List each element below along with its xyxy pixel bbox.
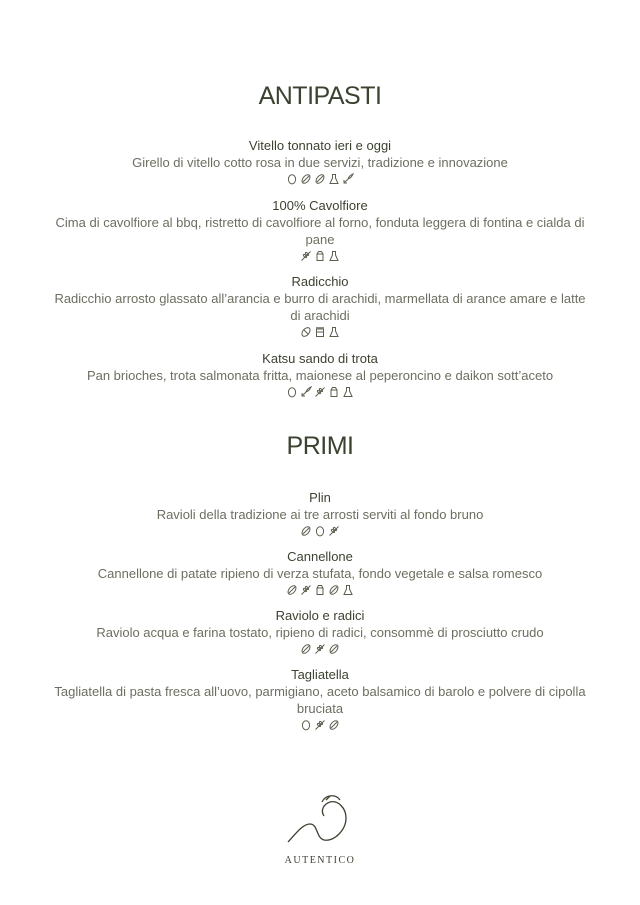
egg-icon bbox=[300, 719, 312, 731]
allergen-icons bbox=[50, 326, 590, 339]
dish-name: Raviolo e radici bbox=[275, 608, 365, 623]
section-title-primi: PRIMI bbox=[286, 432, 354, 460]
dish-radicchio bbox=[50, 274, 590, 339]
dish-katsu-sando bbox=[50, 351, 590, 399]
milk-icon bbox=[328, 386, 340, 398]
dish-name: Tagliatella bbox=[291, 667, 349, 682]
fish-icon bbox=[300, 386, 312, 398]
logo-text: AUTENTICO bbox=[284, 855, 356, 866]
wheat-icon bbox=[314, 719, 326, 731]
allergen-icons bbox=[50, 173, 590, 186]
wheat-icon bbox=[314, 386, 326, 398]
wheat-icon bbox=[300, 584, 312, 596]
fish-icon bbox=[342, 173, 354, 185]
allergen-icons bbox=[50, 584, 590, 597]
dish-name: Katsu sando di trota bbox=[262, 351, 378, 366]
dish-description: Girello di vitello cotto rosa in due servizi, tradizione e innovazione bbox=[132, 155, 508, 170]
milk-icon bbox=[314, 250, 326, 262]
wheat-icon bbox=[314, 643, 326, 655]
gluten-icon bbox=[328, 584, 340, 596]
dish-cannellone bbox=[50, 549, 590, 597]
dish-name: Cannellone bbox=[287, 549, 353, 564]
dish-name: Radicchio bbox=[291, 274, 349, 289]
logo-icon bbox=[280, 790, 360, 850]
dish-name: Plin bbox=[309, 490, 331, 505]
gluten-icon bbox=[286, 584, 298, 596]
egg-icon bbox=[314, 525, 326, 537]
gluten-icon bbox=[300, 173, 312, 185]
lactose-icon bbox=[342, 584, 354, 596]
dish-name: Vitello tonnato ieri e oggi bbox=[248, 138, 392, 153]
dish-description: Cannellone di patate ripieno di verza stufata, fondo vegetale e salsa romesco bbox=[97, 566, 543, 581]
dish-description: Radicchio arrosto glassato all’arancia e burro di arachidi, marmellata di arance amare e latte di arachidi bbox=[54, 291, 586, 323]
dish-description: Cima di cavolfiore al bbq, ristretto di cavolfiore al forno, fonduta leggera di fontina e cialda di pane bbox=[55, 215, 585, 247]
dish-cavolfiore bbox=[50, 198, 590, 263]
wheat-icon bbox=[328, 525, 340, 537]
dish-description: Ravioli della tradizione ai tre arrosti serviti al fondo bruno bbox=[156, 507, 484, 522]
lactose-icon bbox=[328, 173, 340, 185]
jar-icon bbox=[314, 326, 326, 338]
dish-tagliatella bbox=[50, 667, 590, 732]
dish-raviolo-radici bbox=[50, 608, 590, 656]
dish-plin bbox=[50, 490, 590, 538]
egg-icon bbox=[286, 173, 298, 185]
allergen-icons bbox=[50, 643, 590, 656]
gluten-icon bbox=[328, 719, 340, 731]
egg-icon bbox=[286, 386, 298, 398]
milk-icon bbox=[314, 584, 326, 596]
peanut-icon bbox=[300, 326, 312, 338]
gluten-icon bbox=[300, 643, 312, 655]
dish-description: Raviolo acqua e farina tostato, ripieno di radici, consommè di prosciutto crudo bbox=[96, 625, 544, 640]
dish-vitello-tonnato bbox=[50, 138, 590, 186]
allergen-icons bbox=[50, 525, 590, 538]
allergen-icons bbox=[50, 386, 590, 399]
dish-description: Pan brioches, trota salmonata fritta, maionese al peperoncino e daikon sott’aceto bbox=[86, 368, 554, 383]
gluten-icon bbox=[328, 643, 340, 655]
lactose-icon bbox=[328, 326, 340, 338]
dish-name: 100% Cavolfiore bbox=[272, 198, 368, 213]
gluten-icon bbox=[300, 525, 312, 537]
dish-description: Tagliatella di pasta fresca all’uovo, parmigiano, aceto balsamico di barolo e polvere di cipolla bruciata bbox=[54, 684, 586, 716]
lactose-icon bbox=[342, 386, 354, 398]
lactose-icon bbox=[328, 250, 340, 262]
section-title-antipasti: ANTIPASTI bbox=[258, 82, 382, 110]
autentico-logo bbox=[270, 790, 370, 880]
allergen-icons bbox=[50, 250, 590, 263]
allergen-icons bbox=[50, 719, 590, 732]
gluten-icon bbox=[314, 173, 326, 185]
wheat-icon bbox=[300, 250, 312, 262]
